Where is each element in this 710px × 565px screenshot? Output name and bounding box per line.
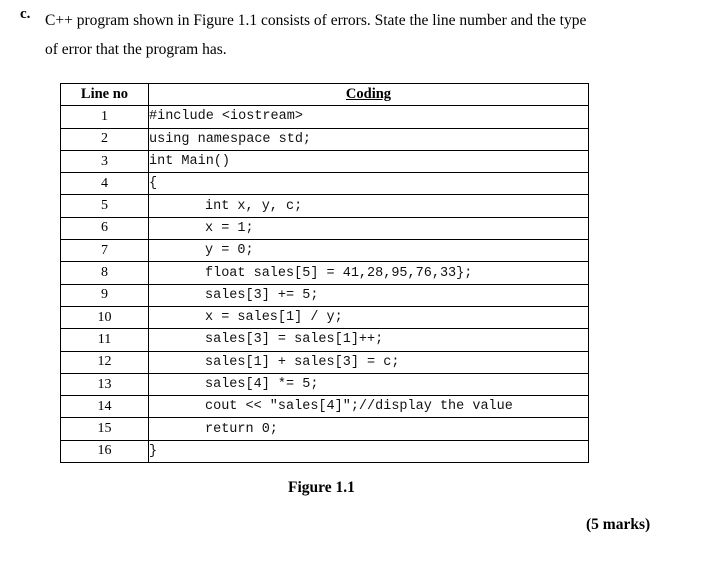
line-number: 16 <box>61 440 149 462</box>
line-number: 13 <box>61 373 149 395</box>
table-row <box>61 373 589 395</box>
table-row <box>61 173 589 195</box>
table-row <box>61 217 589 239</box>
table-row <box>61 440 589 462</box>
table-header-row <box>61 84 589 106</box>
marks-label: (5 marks) <box>586 516 651 533</box>
table-row <box>61 351 589 373</box>
question-line-2: of error that the program has. <box>45 41 227 58</box>
line-number: 12 <box>61 351 149 373</box>
code-line: x = 1; <box>149 217 589 239</box>
table-row <box>61 329 589 351</box>
question-label: c. <box>20 6 31 22</box>
code-line: return 0; <box>149 418 589 440</box>
code-line: int Main() <box>149 150 589 172</box>
header-line-no: Line no <box>61 84 149 106</box>
code-line: y = 0; <box>149 240 589 262</box>
code-line: { <box>149 173 589 195</box>
line-number: 6 <box>61 217 149 239</box>
line-number: 7 <box>61 240 149 262</box>
line-number: 4 <box>61 173 149 195</box>
table-row <box>61 150 589 172</box>
code-line: float sales[5] = 41,28,95,76,33}; <box>149 262 589 284</box>
table-row <box>61 396 589 418</box>
question-line-1: C++ program shown in Figure 1.1 consists of errors. State the line number and the type <box>45 12 587 29</box>
table-row <box>61 262 589 284</box>
line-number: 11 <box>61 329 149 351</box>
line-number: 3 <box>61 150 149 172</box>
code-line: int x, y, c; <box>149 195 589 217</box>
code-line: sales[3] += 5; <box>149 284 589 306</box>
table-row <box>61 418 589 440</box>
code-line: } <box>149 440 589 462</box>
line-number: 9 <box>61 284 149 306</box>
question-text <box>45 6 685 64</box>
header-coding: Coding <box>149 84 589 106</box>
code-line: cout << "sales[4]";//display the value <box>149 396 589 418</box>
code-line: sales[4] *= 5; <box>149 373 589 395</box>
table-row <box>61 284 589 306</box>
code-table <box>60 83 589 463</box>
line-number: 5 <box>61 195 149 217</box>
figure-caption: Figure 1.1 <box>288 479 355 496</box>
line-number: 2 <box>61 128 149 150</box>
table-row <box>61 128 589 150</box>
table-row <box>61 240 589 262</box>
code-line: using namespace std; <box>149 128 589 150</box>
table-row <box>61 106 589 128</box>
code-line: sales[3] = sales[1]++; <box>149 329 589 351</box>
code-line: x = sales[1] / y; <box>149 306 589 328</box>
line-number: 10 <box>61 306 149 328</box>
code-line: sales[1] + sales[3] = c; <box>149 351 589 373</box>
line-number: 15 <box>61 418 149 440</box>
line-number: 8 <box>61 262 149 284</box>
line-number: 1 <box>61 106 149 128</box>
code-line: #include <iostream> <box>149 106 589 128</box>
table-row <box>61 195 589 217</box>
line-number: 14 <box>61 396 149 418</box>
table-row <box>61 306 589 328</box>
